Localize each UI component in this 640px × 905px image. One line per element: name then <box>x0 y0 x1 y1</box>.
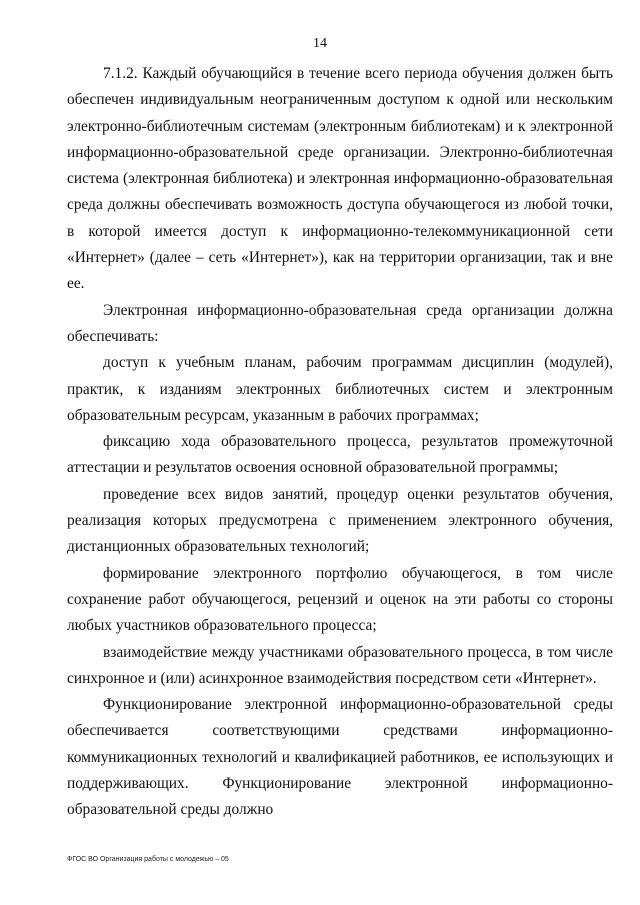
page-footer: ФГОС ВО Организация работы с молодежью – 05 <box>67 856 229 863</box>
list-item-interaction: взаимодействие между участниками образовательного процесса, в том числе синхронное и (или) асинхронное взаимодействия посредством сети «Интернет». <box>67 643 613 687</box>
paragraph-functioning: Функционирование электронной информационно-образовательной среды обеспечивается соответствующими средствами информационно-коммуникационных технологий и квалификацией работников, ее использующих и поддерживающих. Функционирование электронной информационно-образовательной среды должно <box>67 696 613 819</box>
list-item-fixation: фиксацию хода образовательного процесса, результатов промежуточной аттестации и результатов освоения основной образовательной программы; <box>67 433 613 477</box>
list-item-access: доступ к учебным планам, рабочим программам дисциплин (модулей), практик, к изданиям электронных библиотечных систем и электронным образовательным ресурсам, указанным в рабочих программах; <box>67 354 613 424</box>
page-number: 14 <box>313 36 327 51</box>
list-item-portfolio: формирование электронного портфолио обучающегося, в том числе сохранение работ обучающегося, рецензий и оценок на эти работы со стороны любых участников образовательного процесса; <box>67 564 613 635</box>
paragraph-7-1-2: 7.1.2. Каждый обучающийся в течение всего периода обучения должен быть обеспечен индивидуальным неограниченным доступом к одной или нескольким электронно-библиотечным системам (электронным библиотекам) и к электронной информационно-образовательной среде организации. Электронно-библиотечная система (электронная библиотека) и электронная информационно-образовательная среда должны обеспечивать возможность доступа обучающегося из любой точки, в которой имеется доступ к информационно-телекоммуникационной сети «Интернет» (далее – сеть «Интернет»), как на территории организации, так и вне ее. <box>67 65 613 293</box>
document-body <box>67 61 613 824</box>
paragraph-eios-intro: Электронная информационно-образовательная среда организации должна обеспечивать: <box>67 301 613 345</box>
list-item-classes: проведение всех видов занятий, процедур оценки результатов обучения, реализация которых предусмотрена с применением электронного обучения, дистанционных образовательных технологий; <box>67 485 613 556</box>
